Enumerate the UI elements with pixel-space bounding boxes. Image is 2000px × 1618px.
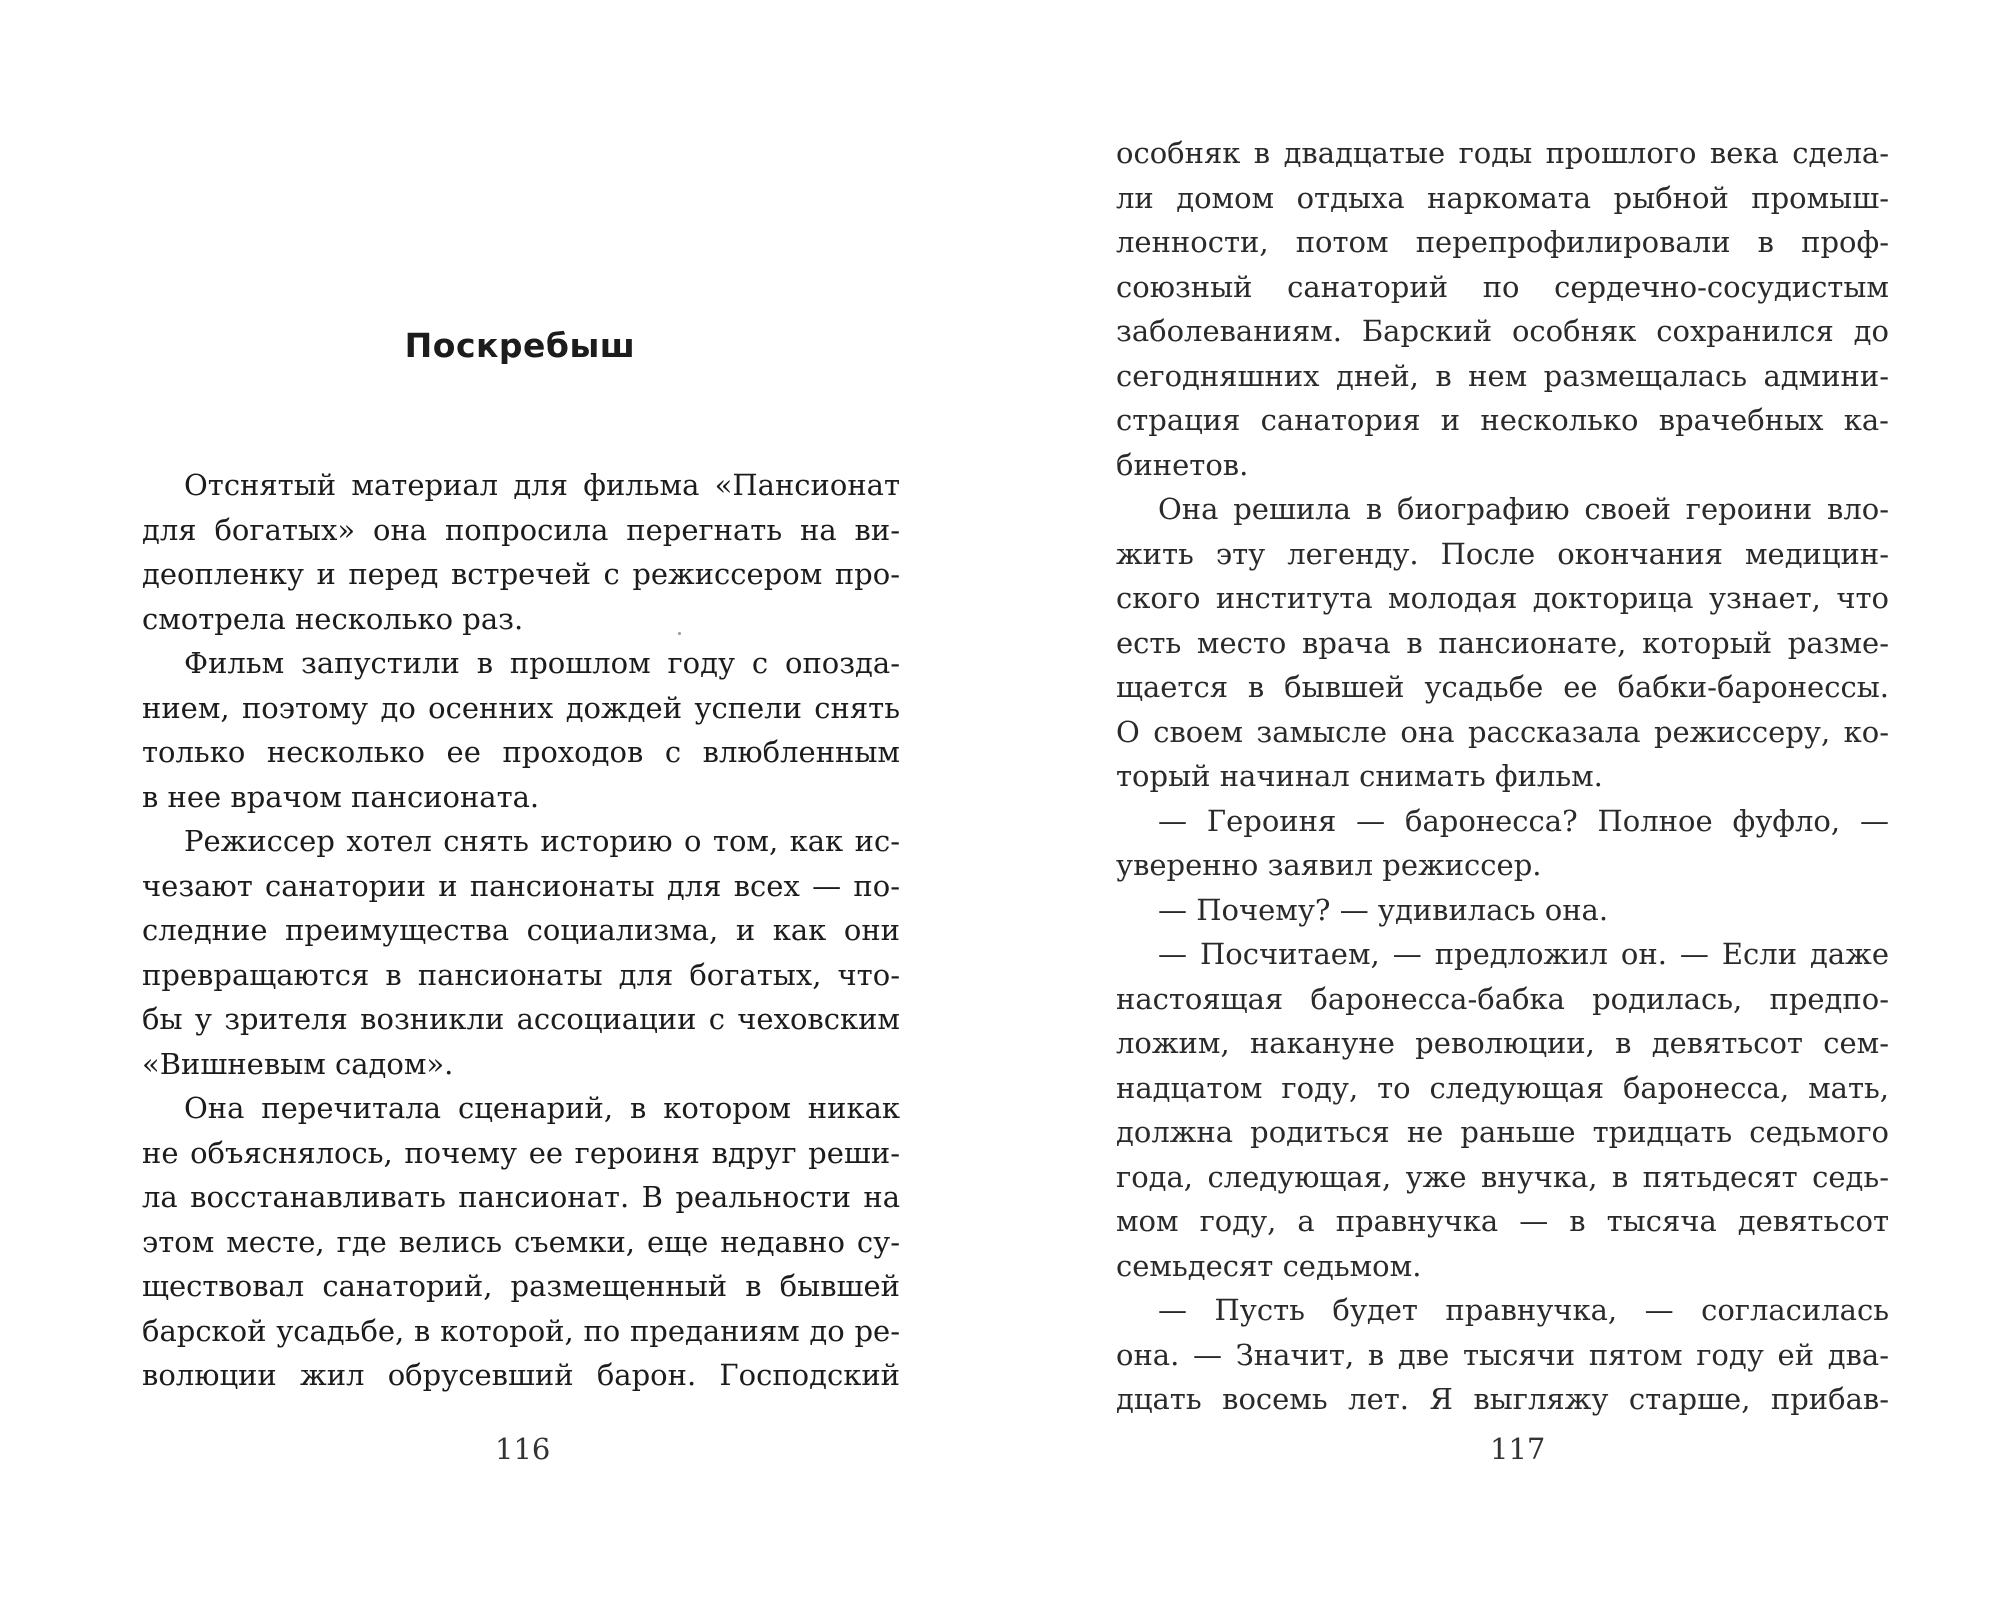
text-line: ложим, накануне революции, в девятьсот сем- <box>1116 1026 1889 1060</box>
text-line: для богатых» она попросила перегнать на ви- <box>142 512 900 547</box>
text-line: щается в бывшей усадьбе ее бабки-баронессы. <box>1116 670 1889 704</box>
chapter-title: Поскребыш <box>404 326 636 365</box>
text-line: жить эту легенду. После окончания медицин- <box>1116 536 1889 571</box>
text-line: барской усадьбе, в которой, по преданиям до ре- <box>142 1313 900 1348</box>
text-line: Фильм запустили в прошлом году с опозда- <box>184 646 900 680</box>
text-line: ского института молодая докторица узнает, что <box>1116 581 1889 615</box>
page-number: 117 <box>1490 1432 1546 1466</box>
text-line: — Пусть будет правнучка, — согласилась <box>1158 1293 1889 1327</box>
text-line: мом году, а правнучка — в тысяча девятьсот <box>1116 1204 1889 1238</box>
text-line: О своем замысле она рассказала режиссеру, ко- <box>1116 714 1889 749</box>
text-line: бинетов. <box>1116 447 1249 482</box>
text-line: только несколько ее проходов с влюбленным <box>142 735 900 769</box>
text-line: уверенно заявил режиссер. <box>1116 848 1542 882</box>
right-page-text <box>1116 131 1889 1422</box>
text-line: чезают санатории и пансионаты для всех — по- <box>142 868 900 903</box>
text-line: Отснятый материал для фильма «Пансионат <box>184 468 900 502</box>
text-line: особняк в двадцатые годы прошлого века сдела- <box>1116 136 1889 170</box>
text-line: превращаются в пансионаты для богатых, что- <box>142 957 900 992</box>
text-line: ществовал санаторий, размещенный в бывшей <box>142 1269 900 1303</box>
text-line: не объяснялось, почему ее героиня вдруг реши- <box>142 1135 900 1170</box>
text-line: настоящая баронесса-бабка родилась, предпо- <box>1116 981 1889 1016</box>
text-line: семьдесят седьмом. <box>1116 1248 1422 1283</box>
text-line: союзный санаторий по сердечно-сосудистым <box>1116 269 1889 304</box>
text-line: — Посчитаем, — предложил он. — Если даже <box>1158 937 1889 971</box>
text-line: — Почему? — удивилась она. <box>1158 892 1609 927</box>
text-line: Она перечитала сценарий, в котором никак <box>184 1091 900 1125</box>
text-line: ла восстанавливать пансионат. В реальности на <box>142 1180 900 1214</box>
text-line: заболеваниям. Барский особняк сохранился до <box>1116 314 1889 348</box>
text-line: Она решила в биографию своей героини вло- <box>1158 492 1889 526</box>
text-line: бы у зрителя возникли ассоциации с чеховским <box>142 1002 900 1036</box>
text-line: «Вишневым садом». <box>142 1046 454 1081</box>
page-number: 116 <box>495 1432 551 1466</box>
text-line: страция санатория и несколько врачебных ка- <box>1116 403 1889 437</box>
text-line: нием, поэтому до осенних дождей успели снять <box>142 690 900 725</box>
text-line: года, следующая, уже внучка, в пятьдесят седь- <box>1116 1159 1889 1194</box>
text-line: ленности, потом перепрофилировали в проф- <box>1116 225 1889 259</box>
text-line: сегодняшних дней, в нем размещалась админи- <box>1116 358 1889 393</box>
text-line: она. — Значит, в две тысячи пятом году ей два- <box>1116 1337 1889 1372</box>
left-page-text <box>142 463 900 1398</box>
text-line: волюции жил обрусевший барон. Господский <box>142 1358 900 1392</box>
text-line: деопленку и перед встречей с режиссером про- <box>142 557 900 591</box>
text-line: следние преимущества социализма, и как они <box>142 913 900 947</box>
right-page <box>1000 0 2000 1618</box>
text-line: в нее врачом пансионата. <box>142 779 540 814</box>
text-line: ли домом отдыха наркомата рыбной промыш- <box>1116 180 1889 215</box>
text-line: этом месте, где велись съемки, еще недавно су- <box>142 1224 900 1259</box>
text-line: должна родиться не раньше тридцать седьмого <box>1116 1115 1889 1149</box>
text-line: — Героиня — баронесса? Полное фуфло, — <box>1158 803 1889 838</box>
text-line: торый начинал снимать фильм. <box>1116 759 1603 793</box>
text-line: дцать восемь лет. Я выгляжу старше, прибав- <box>1116 1382 1889 1416</box>
text-line: надцатом году, то следующая баронесса, мать, <box>1116 1070 1889 1105</box>
text-line: есть место врача в пансионате, который разме- <box>1116 625 1889 660</box>
text-line: Режиссер хотел снять историю о том, как ис- <box>184 824 900 858</box>
paper-speck <box>678 632 681 635</box>
text-line: смотрела несколько раз. <box>142 601 524 636</box>
